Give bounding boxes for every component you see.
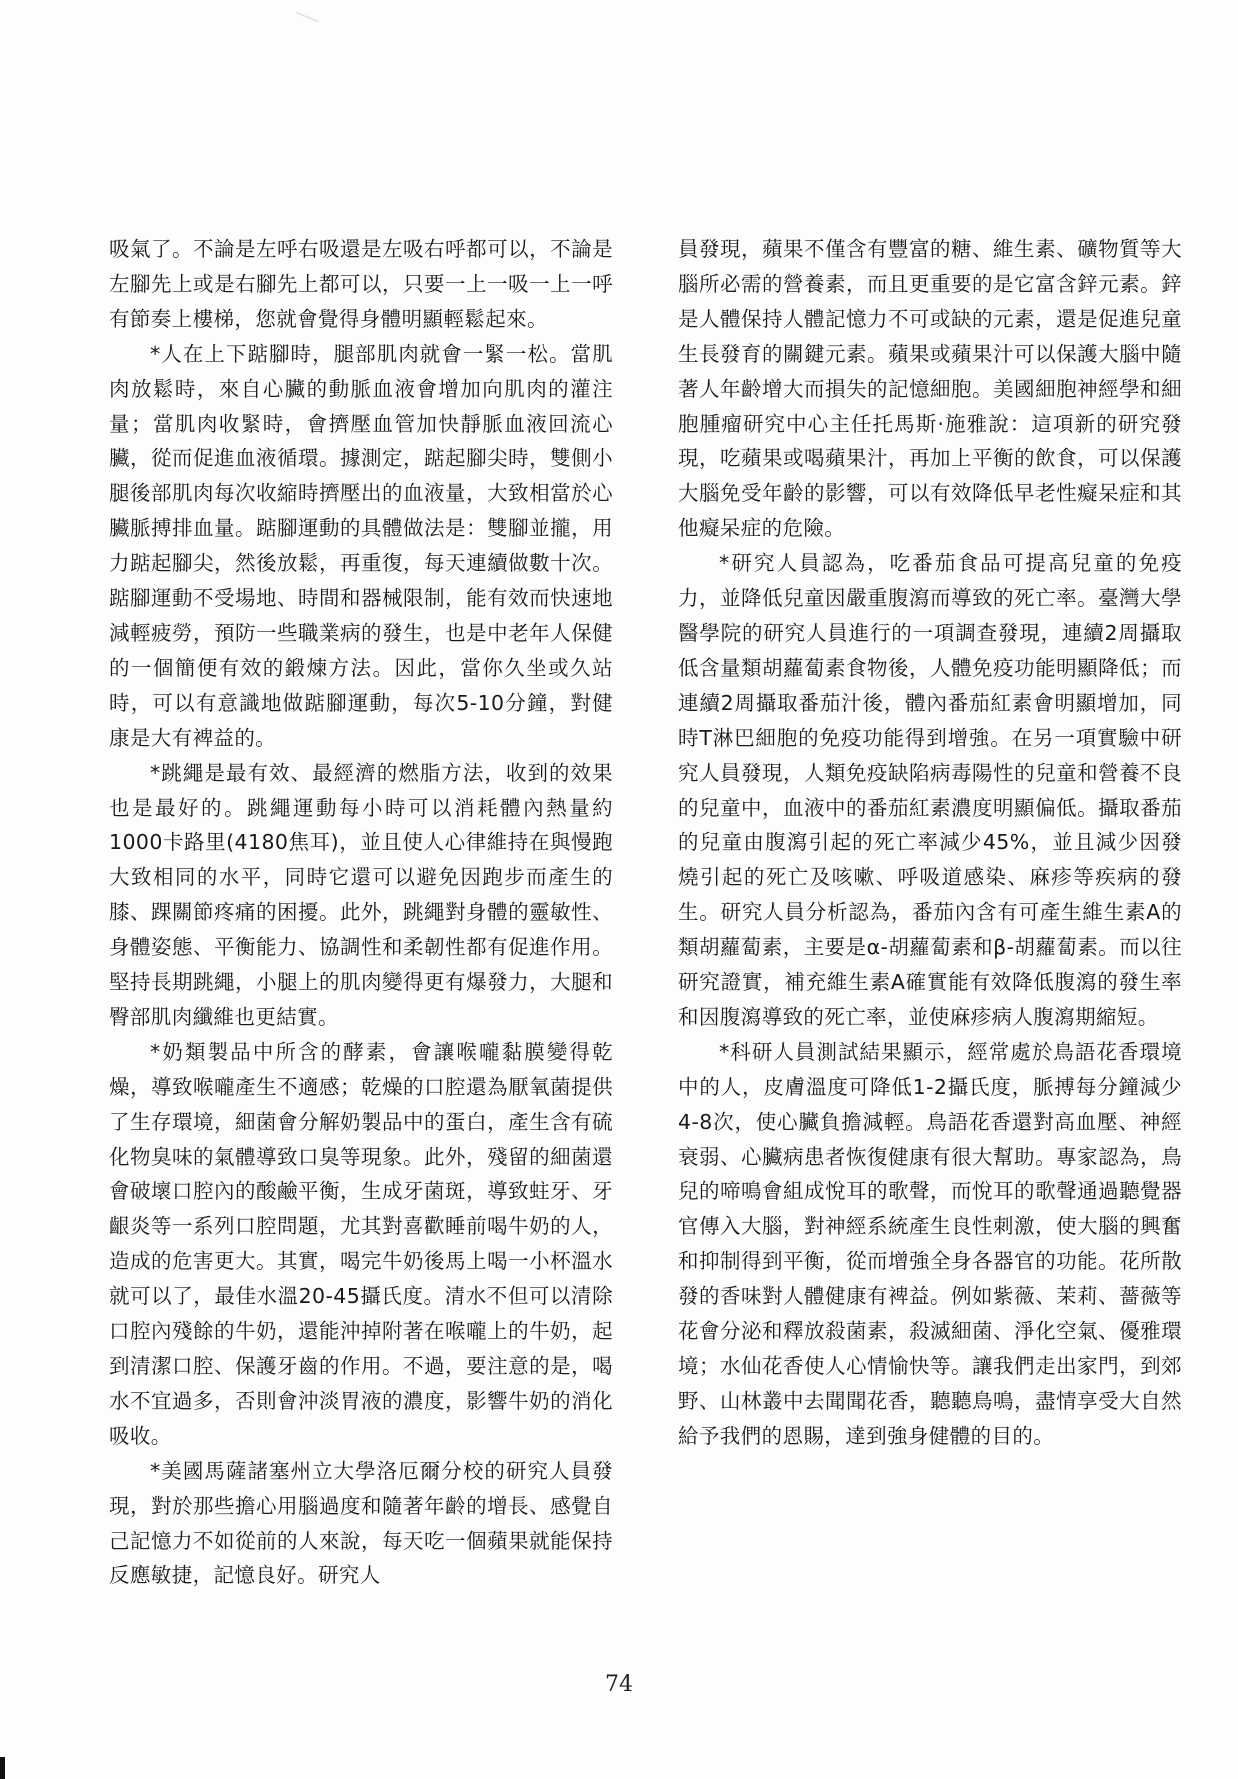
paragraph-apple-memory-continued: 員發現，蘋果不僅含有豐富的糖、維生素、礦物質等大腦所必需的營養素，而且更重要的是它富含鋅元素。鋅是人體保持人體記憶力不可或缺的元素，還是促進兒童生長發育的關鍵元素。蘋果或蘋果汁可以保護大腦中隨著人年齡增大而損失的記憶細胞。美國細胞神經學和細胞腫瘤研究中心主任托馬斯·施雅說：這項新的研究發現，吃蘋果或喝蘋果汁，再加上平衡的飲食，可以保護大腦免受年齡的影響，可以有效降低早老性癡呆症和其他癡呆症的危險。 — [678, 237, 1182, 541]
right-column — [678, 232, 1182, 1454]
paragraph-apple-memory: *美國馬薩諸塞州立大學洛厄爾分校的研究人員發現，對於那些擔心用腦過度和隨著年齡的增長、感覺自己記憶力不如從前的人來說，每天吃一個蘋果就能保持反應敏捷，記憶良好。研究人 — [109, 1458, 613, 1588]
paragraph-birds-and-flowers: *科研人員測試結果顯示，經常處於鳥語花香環境中的人，皮膚溫度可降低1-2攝氏度，脈搏每分鐘減少4-8次，使心臟負擔減輕。鳥語花香還對高血壓、神經衰弱、心臟病患者恢復健康有很大幫助。專家認為，鳥兒的啼鳴會組成悅耳的歌聲，而悅耳的歌聲通過聽覺器官傳入大腦，對神經系統產生良性刺激，使大腦的興奮和抑制得到平衡，從而增強全身各器官的功能。花所散發的香味對人體健康有裨益。例如紫薇、茉莉、薔薇等花會分泌和釋放殺菌素，殺滅細菌、淨化空氣、優雅環境；水仙花香使人心情愉快等。讓我們走出家門，到郊野、山林叢中去聞聞花香，聽聽鳥鳴，盡情享受大自然給予我們的恩賜，達到強身健體的目的。 — [678, 1039, 1182, 1448]
scan-edge-mark — [0, 1757, 5, 1779]
scan-mark — [296, 1, 323, 22]
paragraph-tomato-immunity: *研究人員認為，吃番茄食品可提高兒童的免疫力，並降低兒童因嚴重腹瀉而導致的死亡率。臺灣大學醫學院的研究人員進行的一項調查發現，連續2周攝取低含量類胡蘿蔔素食物後，人體免疫功能明顯降低；而連續2周攝取番茄汁後，體內番茄紅素會明顯增加，同時T淋巴細胞的免疫功能得到增強。在另一項實驗中研究人員發現，人類免疫缺陷病毒陽性的兒童和營養不良的兒童中，血液中的番茄紅素濃度明顯偏低。攝取番茄的兒童由腹瀉引起的死亡率減少45%，並且減少因發燒引起的死亡及咳嗽、呼吸道感染、麻疹等疾病的發生。研究人員分析認為，番茄內含有可產生維生素A的類胡蘿蔔素，主要是α-胡蘿蔔素和β-胡蘿蔔素。而以往研究證實，補充維生素A確實能有效降低腹瀉的發生率和因腹瀉導致的死亡率，並使麻疹病人腹瀉期縮短。 — [678, 551, 1182, 1029]
paragraph-breathing-continued: 吸氣了。不論是左呼右吸還是左吸右呼都可以，不論是左腳先上或是右腳先上都可以，只要一上一吸一上一呼有節奏上樓梯，您就會覺得身體明顯輕鬆起來。 — [109, 237, 613, 331]
page-number: 74 — [605, 1672, 633, 1697]
paragraph-jump-rope: *跳繩是最有效、最經濟的燃脂方法，收到的效果也是最好的。跳繩運動每小時可以消耗體內熱量約1000卡路里(4180焦耳)，並且使人心律維持在與慢跑大致相同的水平，同時它還可以避免因跑步而產生的膝、踝關節疼痛的困擾。此外，跳繩對身體的靈敏性、身體姿態、平衡能力、協調性和柔韌性都有促進作用。堅持長期跳繩，小腿上的肌肉變得更有爆發力，大腿和臀部肌肉纖維也更結實。 — [109, 760, 613, 1029]
paragraph-milk-oral-health: *奶類製品中所含的酵素，會讓喉嚨黏膜變得乾燥，導致喉嚨產生不適感；乾燥的口腔還為厭氧菌提供了生存環境，細菌會分解奶製品中的蛋白，產生含有硫化物臭味的氣體導致口臭等現象。此外，殘留的細菌還會破壞口腔內的酸鹼平衡，生成牙菌斑，導致蛀牙、牙齦炎等一系列口腔問題，尤其對喜歡睡前喝牛奶的人，造成的危害更大。其實，喝完牛奶後馬上喝一小杯溫水就可以了，最佳水溫20-45攝氏度。清水不但可以清除口腔內殘餘的牛奶，還能沖掉附著在喉嚨上的牛奶，起到清潔口腔、保護牙齒的作用。不過，要注意的是，喝水不宜過多，否則會沖淡胃液的濃度，影響牛奶的消化吸收。 — [109, 1039, 613, 1448]
left-column — [109, 232, 613, 1593]
paragraph-tiptoe-exercise: *人在上下踮腳時，腿部肌肉就會一緊一松。當肌肉放鬆時，來自心臟的動脈血液會增加向肌肉的灌注量；當肌肉收緊時，會擠壓血管加快靜脈血液回流心臟，從而促進血液循環。據測定，踮起腳尖時，雙側小腿後部肌肉每次收縮時擠壓出的血液量，大致相當於心臟脈搏排血量。踮腳運動的具體做法是：雙腳並攏，用力踮起腳尖，然後放鬆，再重復，每天連續做數十次。踮腳運動不受場地、時間和器械限制，能有效而快速地減輕疲勞，預防一些職業病的發生，也是中老年人保健的一個簡便有效的鍛煉方法。因此，當你久坐或久站時，可以有意識地做踮腳運動，每次5-10分鐘，對健康是大有裨益的。 — [109, 341, 613, 750]
